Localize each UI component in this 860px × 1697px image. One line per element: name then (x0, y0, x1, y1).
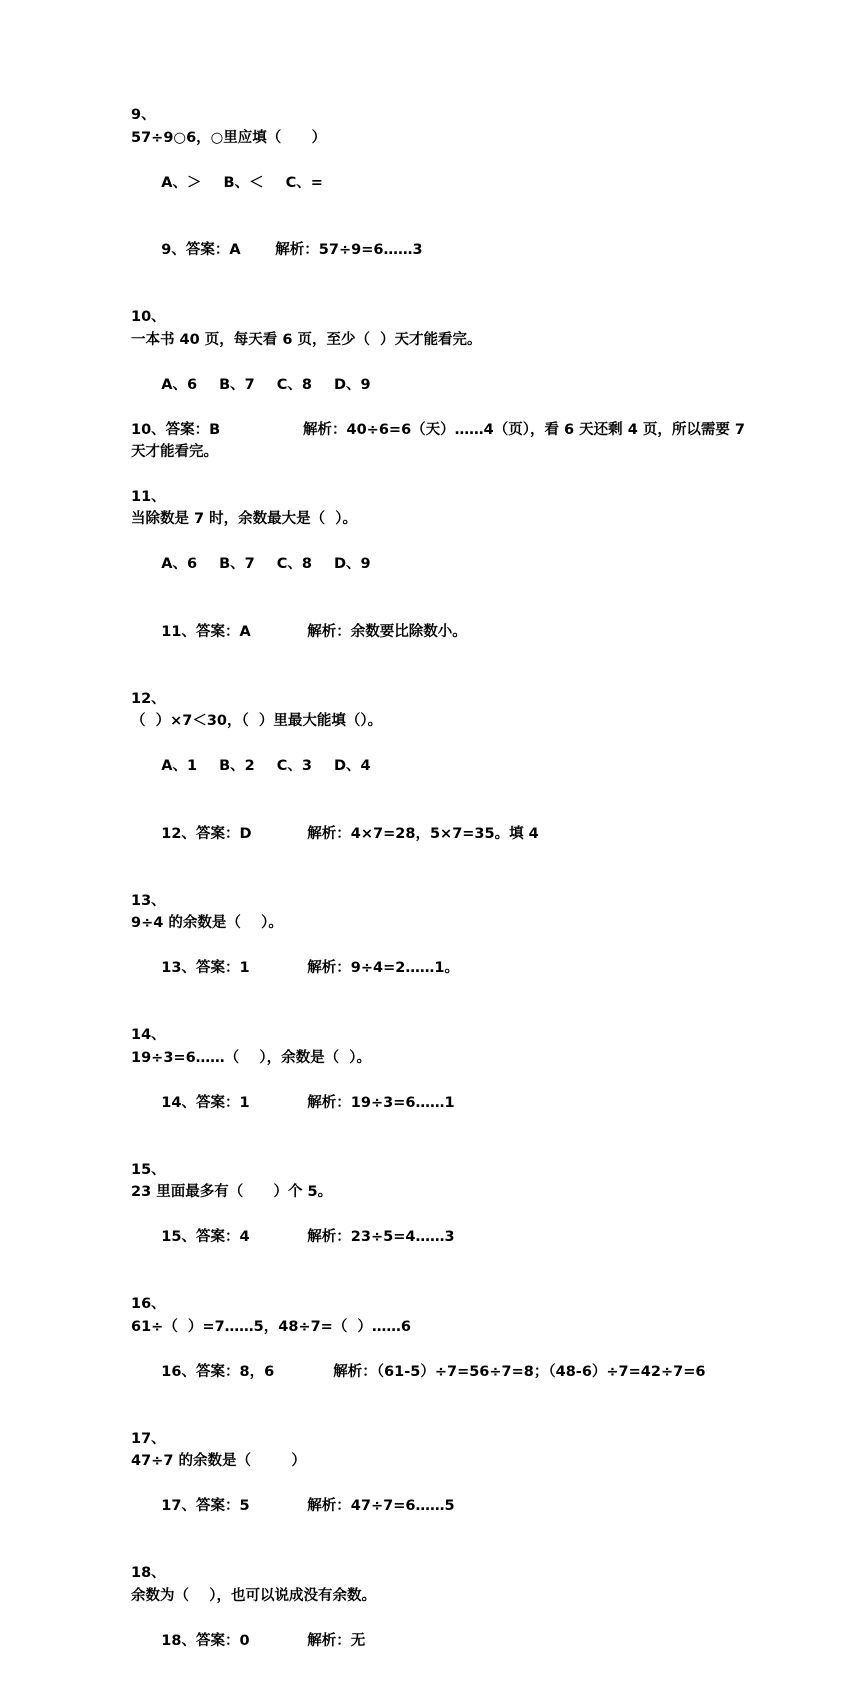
analysis-text: 解析：47÷7=6……5 (307, 1498, 455, 1514)
option-d: D、4 (334, 758, 371, 774)
question-number: 9、 (131, 107, 156, 123)
question-number: 15、 (131, 1161, 166, 1178)
question-block-12 (131, 688, 751, 868)
option-b: B、＜ (223, 174, 264, 191)
answer-row (131, 1069, 751, 1137)
analysis-text: 解析：无 (307, 1632, 366, 1649)
question-block-16 (131, 1293, 751, 1406)
question-number: 12、 (131, 690, 166, 707)
option-a: A、1 (161, 758, 198, 774)
answer-row (131, 217, 751, 285)
question-text: 余数为（ ），也可以说成没有余数。 (131, 1587, 376, 1604)
answer-row (131, 1607, 751, 1675)
answer-text: 17、答案：5 (161, 1498, 250, 1514)
answer-text: 10、答案：B (131, 421, 221, 438)
question-block-13 (131, 890, 751, 1003)
option-b: B、7 (219, 376, 255, 393)
answer-text: 14、答案：1 (161, 1094, 250, 1111)
question-text: （ ）×7＜30，（ ）里最大能填（）。 (131, 713, 383, 729)
answer-text: 15、答案：4 (161, 1229, 250, 1245)
answer-text: 16、答案：8，6 (161, 1363, 275, 1380)
answer-row (131, 1204, 751, 1272)
question-block-15 (131, 1159, 751, 1272)
option-a: A、＞ (161, 174, 202, 191)
question-block-17 (131, 1428, 751, 1541)
option-d: D、9 (334, 556, 371, 572)
analysis-text: 解析：余数要比除数小。 (307, 623, 467, 640)
question-block-18 (131, 1562, 751, 1675)
question-text: 23 里面最多有（ ）个 5。 (131, 1184, 333, 1200)
question-text: 19÷3=6……（ ），余数是（ ）。 (131, 1049, 371, 1066)
question-number: 16、 (131, 1296, 166, 1312)
question-number: 13、 (131, 892, 166, 909)
answer-row (131, 1338, 751, 1406)
option-b: B、2 (219, 758, 255, 774)
question-text: 47÷7 的余数是（ ） (131, 1453, 306, 1469)
document-page (131, 104, 751, 1697)
question-block-10 (131, 306, 751, 464)
question-text: 9÷4 的余数是（ ）。 (131, 915, 283, 931)
answer-row (131, 1473, 751, 1541)
analysis-text: 解析：9÷4=2……1。 (307, 960, 459, 976)
answer-row (131, 598, 751, 666)
answer-text: 9、答案：A (161, 242, 241, 258)
analysis-text: 解析：57÷9=6……3 (275, 242, 423, 258)
answer-row (131, 935, 751, 1003)
option-a: A、6 (161, 376, 198, 393)
question-number: 17、 (131, 1430, 166, 1447)
analysis-text: 解析：19÷3=6……1 (307, 1094, 455, 1111)
option-c: C、8 (276, 556, 312, 572)
option-d: D、9 (334, 376, 371, 393)
option-c: C、= (285, 174, 323, 191)
answer-row (131, 800, 751, 868)
question-text: 61÷（ ）=7……5，48÷7=（ ）……6 (131, 1318, 412, 1335)
analysis-text: 解析：4×7=28，5×7=35。填 4 (307, 825, 539, 842)
question-block-11 (131, 486, 751, 666)
options-row (131, 351, 751, 419)
options-row (131, 733, 751, 801)
option-c: C、3 (276, 758, 312, 774)
analysis-text: 解析：23÷5=4……3 (307, 1229, 455, 1245)
answer-text: 13、答案：1 (161, 960, 250, 976)
options-row (131, 149, 751, 217)
question-block-14 (131, 1024, 751, 1137)
answer-text: 11、答案：A (161, 623, 251, 640)
option-c: C、8 (276, 376, 312, 393)
options-row (131, 531, 751, 599)
answer-row (131, 419, 751, 464)
answer-text: 18、答案：0 (161, 1632, 250, 1649)
question-number: 18、 (131, 1565, 166, 1581)
question-block-9 (131, 104, 751, 284)
answer-text: 12、答案：D (161, 825, 252, 842)
question-text: 一本书 40 页，每天看 6 页，至少（ ）天才能看完。 (131, 331, 482, 348)
option-a: A、6 (161, 556, 198, 572)
analysis-text: 解析：（61-5）÷7=56÷7=8；（48-6）÷7=42÷7=6 (333, 1363, 706, 1380)
analysis-text: 解析：40÷6=6（天）……4（页），看 6 天还剩 4 页，所以需要 7 天才能看完。 (131, 421, 746, 460)
question-text: 57÷9○6，○里应填（ ） (131, 129, 327, 146)
question-number: 10、 (131, 309, 166, 325)
question-number: 11、 (131, 488, 166, 505)
option-b: B、7 (219, 556, 255, 572)
question-number: 14、 (131, 1027, 166, 1043)
question-text: 当除数是 7 时，余数最大是（ ）。 (131, 511, 358, 527)
